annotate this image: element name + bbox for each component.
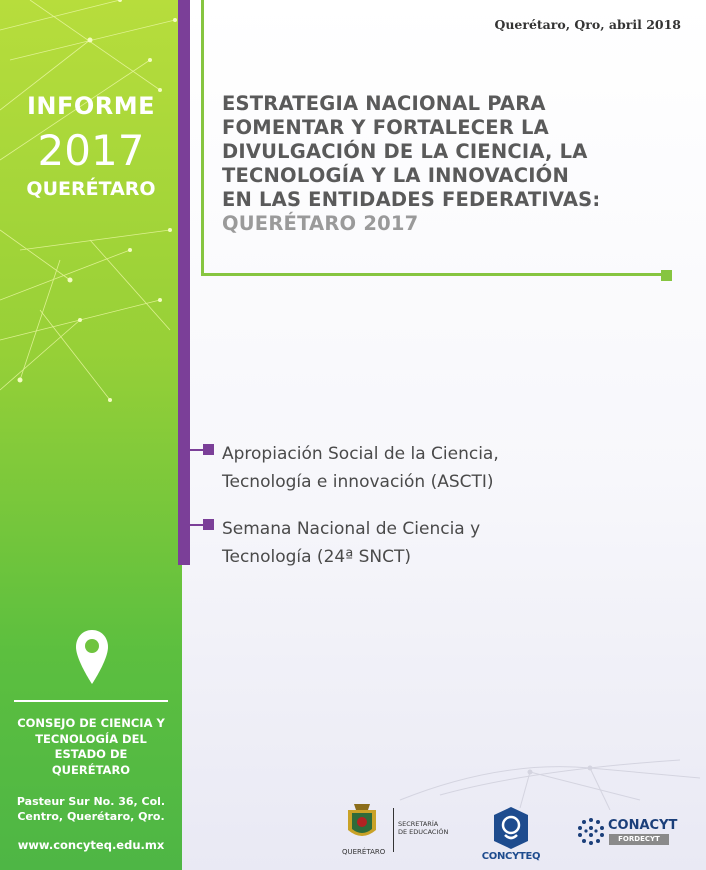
- topic-text: Semana Nacional de Ciencia y Tecnología (24ª SNCT): [222, 519, 481, 567]
- website-link[interactable]: www.concyteq.edu.mx: [17, 838, 165, 852]
- report-year: 2017: [37, 126, 145, 175]
- topic-bullet: [203, 519, 214, 530]
- title-frame-bottom: [201, 273, 663, 276]
- fordecyt-badge: FORDECYT: [609, 834, 669, 845]
- conacyt-logo-text: CONACYT: [608, 818, 678, 833]
- logo-divider: [393, 808, 394, 852]
- sidebar-divider: [14, 700, 168, 702]
- document-date: Querétaro, Qro, abril 2018: [494, 17, 681, 32]
- location-pin-icon: [74, 628, 110, 688]
- report-region: QUERÉTARO: [26, 178, 156, 200]
- topic-bullet: [203, 444, 214, 455]
- network-decoration: [0, 0, 182, 420]
- title-frame-square: [661, 270, 672, 281]
- network-decoration: [380, 740, 706, 810]
- queretaro-logo-text: QUERÉTARO: [342, 848, 386, 856]
- conacyt-logo-icon: [576, 816, 606, 846]
- informe-label: INFORME: [26, 92, 156, 120]
- document-title: ESTRATEGIA NACIONAL PARA FOMENTAR Y FORTALECER LA DIVULGACIÓN DE LA CIENCIA, LA TECNOLOGÍA Y LA INNOVACIÓN EN LAS ENTIDADES FEDERATIVAS: QUERÉTARO 2017: [222, 92, 692, 236]
- queretaro-coat-of-arms-icon: [340, 800, 384, 846]
- sidebar: [0, 0, 182, 870]
- topic-text: Apropiación Social de la Ciencia, Tecnología e innovación (ASCTI): [222, 444, 499, 492]
- topic-connector: [190, 449, 203, 451]
- organization-address: Pasteur Sur No. 36, Col. Centro, Querétaro, Qro.: [16, 795, 166, 823]
- topic-connector: [190, 524, 203, 526]
- title-frame-left: [201, 0, 204, 276]
- concyteq-logo-text: CONCYTEQ: [481, 851, 541, 862]
- organization-name: CONSEJO DE CIENCIA Y TECNOLOGÍA DEL ESTADO DE QUERÉTARO: [17, 716, 165, 777]
- purple-accent-bar: [178, 0, 190, 565]
- secretaria-label: SECRETARÍA DE EDUCACIÓN: [398, 820, 449, 836]
- document-subtitle: QUERÉTARO 2017: [222, 212, 419, 235]
- concyteq-logo-icon: [480, 805, 542, 851]
